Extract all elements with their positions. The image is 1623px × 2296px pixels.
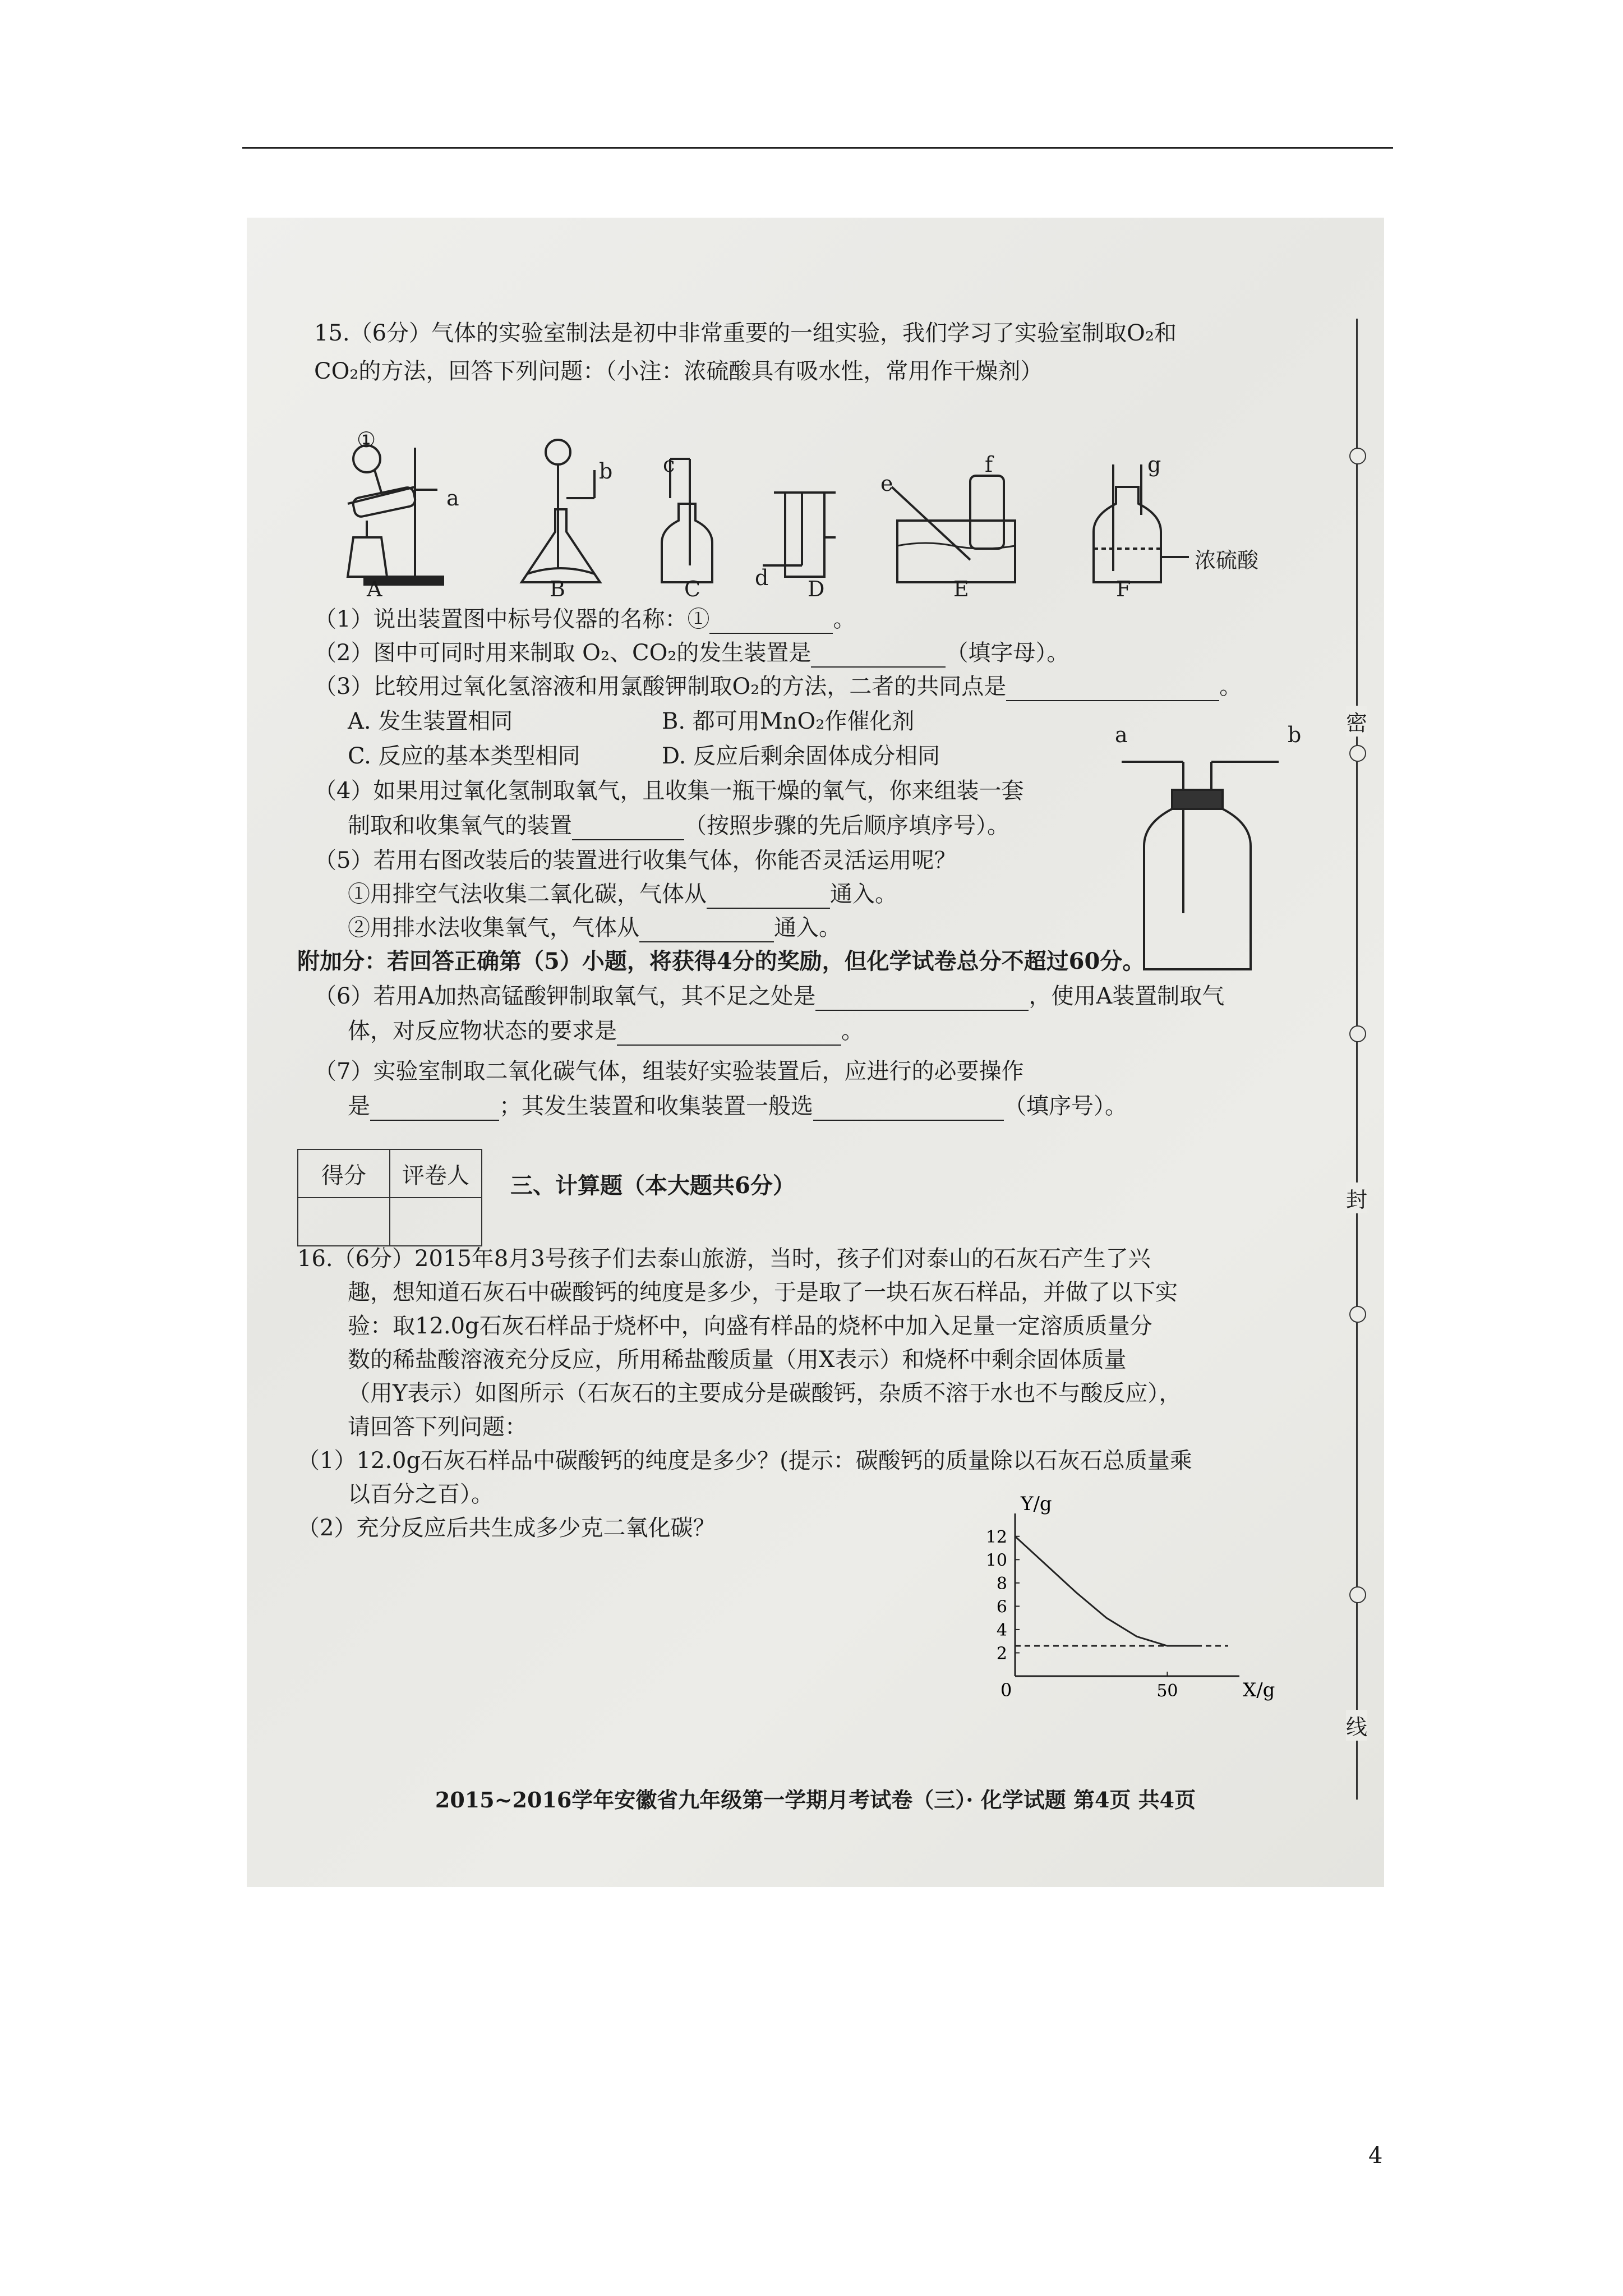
apparatus-f bbox=[1094, 464, 1189, 582]
q15-heading-1: 15.（6分）气体的实验室制法是初中非常重要的一组实验，我们学习了实验室制取O₂和 bbox=[314, 320, 1177, 346]
circle-mark-label: ① bbox=[357, 427, 376, 452]
q15-sub-6-line2: 体，对反应物状态的要求是 。 bbox=[348, 1016, 864, 1046]
section-3-title: 三、计算题（本大题共6分） bbox=[510, 1172, 795, 1199]
chart-x-tick-label: 50 bbox=[1156, 1681, 1178, 1701]
q16-line-6: 请回答下列问题： bbox=[348, 1414, 527, 1440]
q15-sub-4-line1: （4）如果用过氧化氢制取氧气，且收集一瓶干燥的氧气，你来组装一套 bbox=[314, 778, 1024, 804]
score-cell bbox=[298, 1198, 390, 1246]
apparatus-b bbox=[522, 440, 600, 582]
q16-part-2: （2）充分反应后共生成多少克二氧化碳？ bbox=[297, 1515, 716, 1541]
q16-line-3: 验：取12.0g石灰石样品于烧杯中，向盛有样品的烧杯中加入足量一定溶质质量分 bbox=[348, 1313, 1152, 1339]
q15-sub-4-line2: 制取和收集氧气的装置 （按照步骤的先后顺序填序号）。 bbox=[348, 811, 1009, 840]
page-footer: 2015~2016学年安徽省九年级第一学期月考试卷（三）· 化学试题 第4页 共4页 bbox=[435, 1787, 1196, 1812]
apparatus-e bbox=[892, 476, 1015, 582]
q15-sub-7-line1: （7）实验室制取二氧化碳气体，组装好实验装置后，应进行的必要操作 bbox=[314, 1059, 1024, 1084]
q16-line-4: 数的稀盐酸溶液充分反应，所用稀盐酸质量（用X表示）和烧杯中剩余固体质量 bbox=[348, 1347, 1127, 1373]
apparatus-a-label: A bbox=[367, 577, 382, 601]
chart-series-line bbox=[1015, 1536, 1198, 1646]
binding-char-xian: 线 bbox=[1346, 1710, 1367, 1741]
scanned-exam-sheet bbox=[247, 218, 1384, 1887]
binding-char-feng: 封 bbox=[1346, 1182, 1367, 1213]
apparatus-f-label: F bbox=[1116, 577, 1131, 601]
acid-label: 浓硫酸 bbox=[1195, 548, 1259, 573]
port-c-label: c bbox=[663, 452, 675, 477]
port-g-label: g bbox=[1147, 452, 1161, 477]
q15-heading-2: CO₂的方法，回答下列问题：（小注：浓硫酸具有吸水性，常用作干燥剂） bbox=[314, 358, 1043, 384]
q16-line-1: 16.（6分）2015年8月3号孩子们去泰山旅游，当时，孩子们对泰山的石灰石产生了兴 bbox=[297, 1246, 1151, 1272]
apparatus-d-label: D bbox=[808, 577, 825, 601]
q15-sub-5-1: ①用排空气法收集二氧化碳，气体从 通入。 bbox=[348, 880, 897, 909]
chart-x-axis-label: X/g bbox=[1243, 1679, 1275, 1701]
port-d-label: d bbox=[755, 565, 769, 590]
option-d: D. 反应后剩余固体成分相同 bbox=[662, 743, 940, 769]
chart-y-axis-label: Y/g bbox=[1021, 1493, 1052, 1515]
grader-header: 评卷人 bbox=[390, 1149, 482, 1198]
chart-y-tick-label: 2 bbox=[996, 1644, 1007, 1664]
chart-y-tick-label: 12 bbox=[985, 1527, 1007, 1547]
header-rule bbox=[242, 147, 1393, 149]
grader-cell bbox=[390, 1198, 482, 1246]
binding-char-mi: 密 bbox=[1346, 706, 1367, 737]
q15-sub-6-line1: （6）若用A加热高锰酸钾制取氧气，其不足之处是 ，使用A装置制取气 bbox=[314, 982, 1224, 1011]
bottle-port-a: a bbox=[1115, 723, 1128, 747]
q16-line-5: （用Y表示）如图所示（石灰石的主要成分是碳酸钙，杂质不溶于水也不与酸反应）， bbox=[348, 1381, 1182, 1406]
mass-chart bbox=[965, 1493, 1275, 1710]
page-number: 4 bbox=[1368, 2143, 1383, 2169]
q15-sub-1: （1）说出装置图中标号仪器的名称：① 。 bbox=[314, 605, 855, 634]
chart-y-tick-label: 10 bbox=[985, 1550, 1007, 1571]
port-b-label: b bbox=[599, 459, 613, 484]
chart-origin-label: 0 bbox=[1000, 1680, 1012, 1701]
apparatus-d bbox=[763, 493, 836, 577]
binding-line bbox=[1346, 319, 1368, 1800]
score-header: 得分 bbox=[298, 1149, 390, 1198]
chart-y-tick-label: 8 bbox=[996, 1573, 1007, 1594]
score-table bbox=[297, 1149, 482, 1246]
option-a: A. 发生装置相同 bbox=[348, 708, 513, 734]
q15-sub-5-2: ②用排水法收集氧气，气体从 通入。 bbox=[348, 913, 841, 942]
option-b: B. 都可用MnO₂作催化剂 bbox=[662, 708, 915, 734]
q15-sub-5: （5）若用右图改装后的装置进行收集气体，你能否灵活运用呢？ bbox=[314, 848, 957, 873]
option-c: C. 反应的基本类型相同 bbox=[348, 743, 580, 769]
port-a-label: a bbox=[446, 486, 459, 510]
q15-sub-3: （3）比较用过氧化氢溶液和用氯酸钾制取O₂的方法，二者的共同点是 。 bbox=[314, 672, 1242, 701]
q15-sub-7-line2: 是 ；其发生装置和收集装置一般选 （填序号）。 bbox=[348, 1092, 1127, 1121]
apparatus-c bbox=[662, 459, 712, 582]
bottle-port-b: b bbox=[1288, 723, 1302, 747]
apparatus-c-label: C bbox=[684, 577, 701, 601]
gas-bottle-figure bbox=[1110, 728, 1295, 981]
chart-y-tick-label: 6 bbox=[996, 1597, 1007, 1617]
apparatus-b-label: B bbox=[550, 577, 565, 601]
q16-part-1-line2: 以百分之百）。 bbox=[348, 1481, 494, 1507]
bonus-note: 附加分：若回答正确第（5）小题，将获得4分的奖励，但化学试卷总分不超过60分。 bbox=[297, 948, 1145, 974]
q15-sub-2: （2）图中可同时用来制取 O₂、CO₂的发生装置是 （填字母）。 bbox=[314, 638, 1069, 668]
apparatus-e-label: E bbox=[953, 577, 969, 601]
chart-y-tick-label: 4 bbox=[996, 1620, 1007, 1640]
q16-line-2: 趣，想知道石灰石中碳酸钙的纯度是多少，于是取了一块石灰石样品，并做了以下实 bbox=[348, 1280, 1178, 1305]
q16-part-1-line1: （1）12.0g石灰石样品中碳酸钙的纯度是多少？(提示：碳酸钙的质量除以石灰石总质量乘 bbox=[297, 1448, 1192, 1474]
port-e-label: e bbox=[880, 471, 893, 496]
port-f-label: f bbox=[985, 452, 993, 477]
apparatus-a bbox=[348, 445, 443, 585]
